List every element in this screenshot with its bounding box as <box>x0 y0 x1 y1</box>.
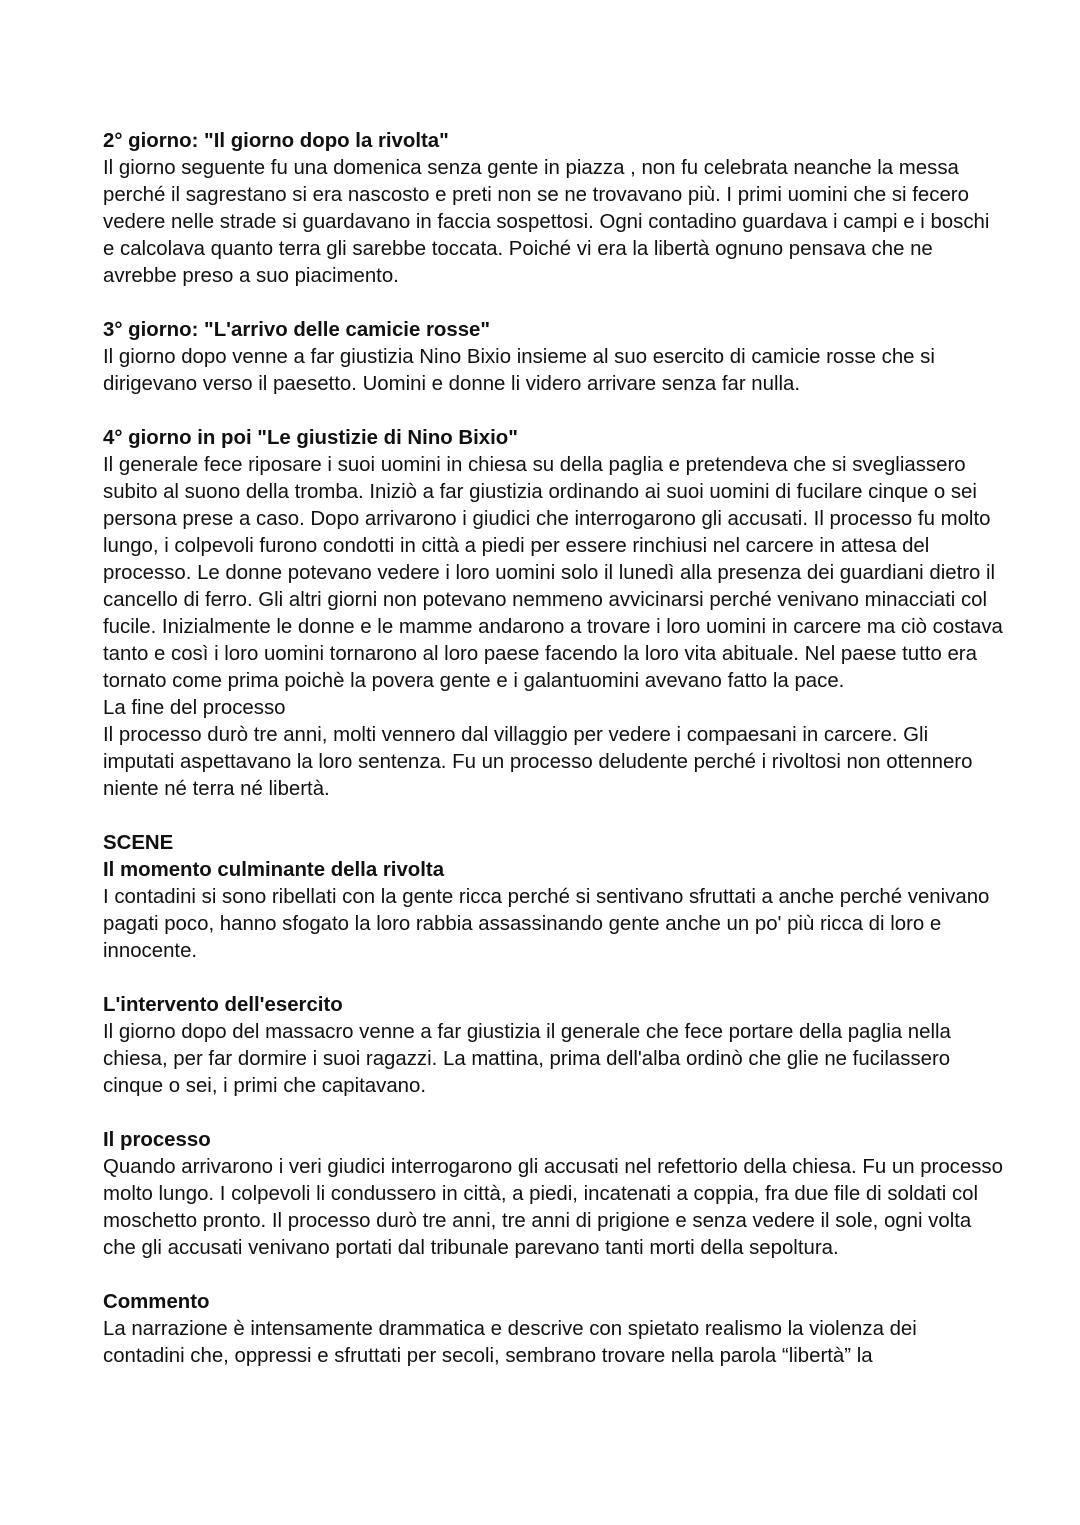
section-subbody: Il processo durò tre anni, molti vennero dal villaggio per vedere i compaesani in carcere. Gli imputati aspettavano la loro sentenza. Fu un processo deludente perché i rivoltosi non ottennero niente né terra né libertà. <box>103 724 973 800</box>
scene-heading: Il momento culminante della rivolta <box>103 859 445 881</box>
scene-heading: Commento <box>103 1291 210 1313</box>
scene-item-comment <box>103 1289 1003 1370</box>
scene-body: I contadini si sono ribellati con la gente ricca perché si sentivano sfruttati a anche perché venivano pagati poco, hanno sfogato la loro rabbia assassinando gente anche un po' più ricca di loro e innocente. <box>103 886 990 962</box>
scene-title: SCENE <box>103 832 174 854</box>
section-day-3 <box>103 317 1003 398</box>
scene-item-trial <box>103 1127 1003 1262</box>
section-heading: 4° giorno in poi "Le giustizie di Nino Bixio" <box>103 427 518 449</box>
section-heading: 3° giorno: "L'arrivo delle camicie rosse" <box>103 319 491 341</box>
scene-body: La narrazione è intensamente drammatica e descrive con spietato realismo la violenza dei contadini che, oppressi e sfruttati per secoli, sembrano trovare nella parola “libertà” la <box>103 1318 917 1367</box>
section-body: Il giorno dopo venne a far giustizia Nino Bixio insieme al suo esercito di camicie rosse che si dirigevano verso il paesetto. Uomini e donne li videro arrivare senza far nulla. <box>103 346 935 395</box>
scene-title-block <box>103 830 1003 857</box>
section-heading: 2° giorno: "Il giorno dopo la rivolta" <box>103 130 449 152</box>
scene-item-culmination <box>103 857 1003 965</box>
scene-item-army <box>103 992 1003 1100</box>
scene-body: Quando arrivarono i veri giudici interrogarono gli accusati nel refettorio della chiesa. Fu un processo molto lungo. I colpevoli li condussero in città, a piedi, incatenati a coppia, fra due file di soldati col moschetto pronto. Il processo durò tre anni, tre anni di prigione e senza vedere il sole, ogni volta che gli accusati venivano portati dal tribunale parevano tanti morti della sepoltura. <box>103 1156 1003 1259</box>
scene-body: Il giorno dopo del massacro venne a far giustizia il generale che fece portare della paglia nella chiesa, per far dormire i suoi ragazzi. La mattina, prima dell'alba ordinò che glie ne fucilassero cinque o sei, i primi che capitavano. <box>103 1021 951 1097</box>
section-body: Il giorno seguente fu una domenica senza gente in piazza , non fu celebrata neanche la messa perché il sagrestano si era nascosto e preti non se ne trovavano più. I primi uomini che si fecero vedere nelle strade si guardavano in faccia sospettosi. Ogni contadino guardava i campi e i boschi e calcolava quanto terra gli sarebbe toccata. Poiché vi era la libertà ognuno pensava che ne avrebbe preso a suo piacimento. <box>103 157 990 287</box>
section-subheading: La fine del processo <box>103 697 286 719</box>
section-body: Il generale fece riposare i suoi uomini in chiesa su della paglia e pretendeva che si svegliassero subito al suono della tromba. Iniziò a far giustizia ordinando ai suoi uomini di fucilare cinque o sei persona prese a caso. Dopo arrivarono i giudici che interrogarono gli accusati. Il processo fu molto lungo, i colpevoli furono condotti in città a piedi per essere rinchiusi nel carcere in attesa del processo. Le donne potevano vedere i loro uomini solo il lunedì alla presenza dei guardiani dietro il cancello di ferro. Gli altri giorni non potevano nemmeno avvicinarsi perché venivano minacciati col fucile. Inizialmente le donne e le mamme andarono a trovare i loro uomini in carcere ma ciò costava tanto e così i loro uomini tornarono al loro paese facendo la loro vita abituale. Nel paese tutto era tornato come prima poichè la povera gente e i galantuomini avevano fatto la pace. <box>103 454 1003 692</box>
scene-heading: L'intervento dell'esercito <box>103 994 343 1016</box>
scene-heading: Il processo <box>103 1129 211 1151</box>
section-day-4 <box>103 425 1003 803</box>
section-day-2 <box>103 128 1003 290</box>
document-page <box>103 128 1003 1370</box>
